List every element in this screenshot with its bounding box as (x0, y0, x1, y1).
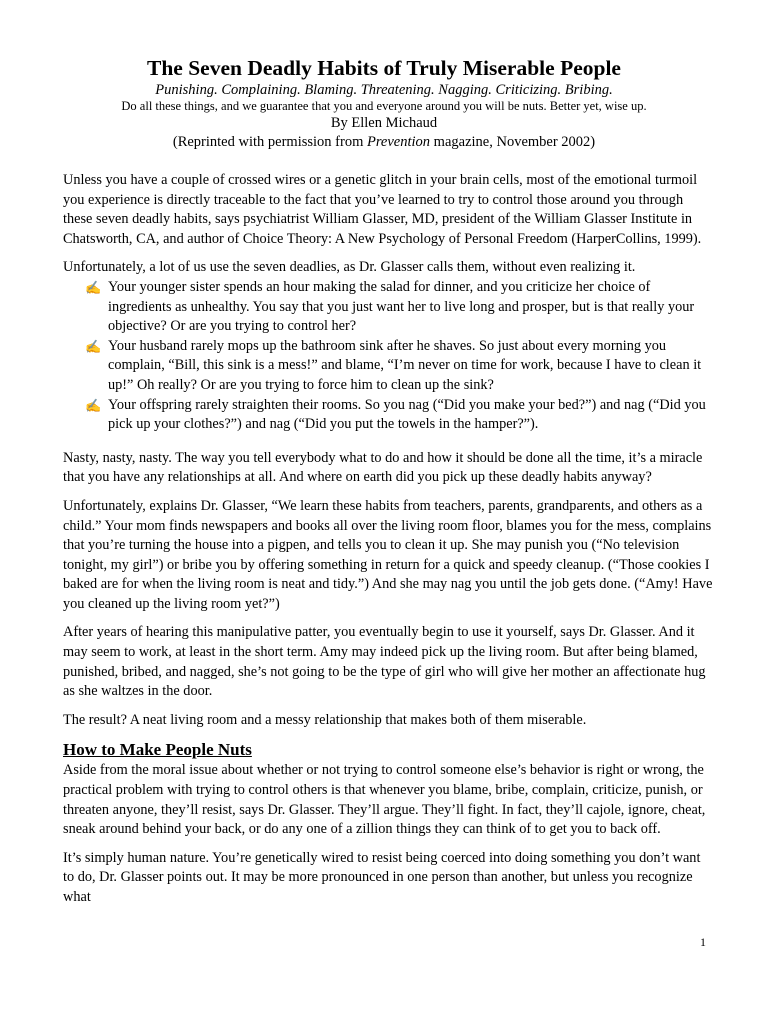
list-item-text: Your husband rarely mops up the bathroom sink after he shaves. So just about every morning you complain, “Bill, this sink is a mess!” and blame, “I’m never on time for work, because I have to clean it up!” Oh really? Or are you trying to force him to clean up the sink? (108, 337, 702, 393)
paragraph-manipulative-patter: After years of hearing this manipulative patter, you eventually begin to use it yourself, says Dr. Glasser. And it may seem to work, at least in the short term. Amy may indeed pick up the living room. But after being blamed, punished, bribed, and nagged, she’s not going to be the type of girl who will give her mother an affectionate hug as she waltzes in the door. (63, 624, 706, 700)
list-item (63, 337, 715, 396)
paragraph-learned-habits: Unfortunately, explains Dr. Glasser, “We learn these habits from teachers, parents, grandparents, and others as a child.” Your mom finds newspapers and books all over the living room floor, blames you for the mess, complains that you’re turning the house into a pigpen, and tells you to clean it up. She may punish you (“No television tonight, my girl”) or bribe you by offering something in return for a quick and speedy cleanup. (“Those cookies I baked are for when the living room is neat and tidy.”) And she may nag you until the job gets done. (“Amy! Have you cleaned up the living room yet?”) (63, 497, 713, 612)
article-subtitle: Punishing. Complaining. Blaming. Threatening. Nagging. Criticizing. Bribing. (155, 82, 613, 98)
writing-hand-icon: ✍ (85, 279, 102, 295)
paragraph-intro: Unless you have a couple of crossed wires or a genetic glitch in your brain cells, most of the emotional turmoil you experience is directly traceable to the fact that you’ve learned to try to control those around you through these seven deadly habits, says psychiatrist William Glasser, MD, president of the William Glasser Institute in Chatsworth, CA, and author of Choice Theory: A New Psychology of Personal Freedom (HarperCollins, 1999). (63, 172, 702, 247)
document-header (0, 55, 768, 152)
paragraph-result: The result? A neat living room and a messy relationship that makes both of them miserable. (63, 711, 587, 728)
article-tagline: Do all these things, and we guarantee that you and everyone around you will be nuts. Better yet, wise up. (121, 99, 647, 113)
paragraph-human-nature: It’s simply human nature. You’re genetically wired to resist being coerced into doing something you don’t want to do, Dr. Glasser points out. It may be more pronounced in one person than another, but unless you recognize what (63, 849, 701, 905)
list-item (63, 396, 715, 435)
list-item-text: Your younger sister spends an hour making the salad for dinner, and you criticize her choice of ingredients as unhealthy. You say that you just want her to live long and prosper, but is that really your objective? Or are you trying to control her? (108, 278, 695, 335)
examples-list (63, 278, 715, 435)
reprint-magazine: Prevention (366, 134, 431, 150)
list-item (63, 278, 715, 337)
paragraph-nasty: Nasty, nasty, nasty. The way you tell everybody what to do and how it should be done all the time, it’s a miracle that you have any relationships at all. And where on earth did you pick up these deadly habits anyway? (63, 449, 703, 486)
writing-hand-icon: ✍ (85, 397, 102, 413)
paragraph-deadlies: Unfortunately, a lot of us use the seven deadlies, as Dr. Glasser calls them, without even realizing it. (63, 259, 636, 276)
paragraph-moral-issue: Aside from the moral issue about whether or not trying to control someone else’s behavior is right or wrong, the practical problem with trying to control others is that whenever you blame, bribe, complain, criticize, punish, or threaten anyone, they’ll resist, says Dr. Glasser. They’ll argue. They’ll fight. In fact, they’ll cajole, ignore, cheat, sneak around behind your back, or do any one of a zillion things they can think of to get you to back off. (63, 762, 706, 838)
section-heading: How to Make People Nuts (63, 740, 252, 760)
article-title: The Seven Deadly Habits of Truly Miserable People (147, 56, 621, 80)
reprint-prefix: (Reprinted with permission from (172, 134, 367, 150)
reprint-notice (0, 133, 768, 152)
article-body (63, 171, 715, 917)
list-item-text: Your offspring rarely straighten their rooms. So you nag (“Did you make your bed?”) and nag (“Did you pick up your clothes?”) and nag (“Did you put the towels in the hamper?”). (108, 396, 706, 433)
writing-hand-icon: ✍ (85, 338, 102, 354)
page-number: 1 (700, 935, 706, 949)
author-byline: By Ellen Michaud (330, 115, 438, 131)
reprint-suffix: magazine, November 2002) (430, 134, 596, 150)
